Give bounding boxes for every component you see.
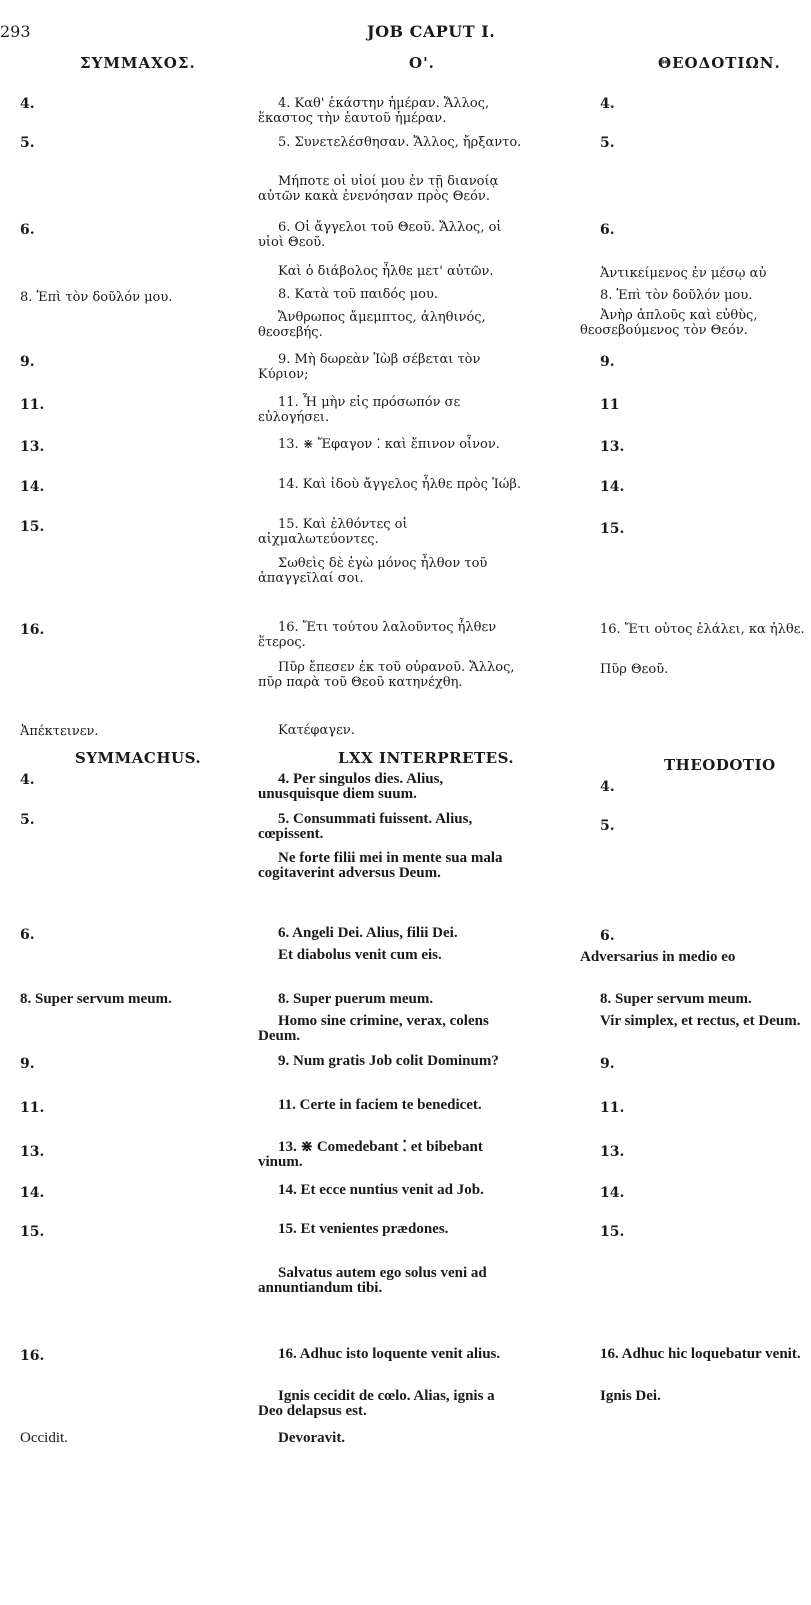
heading-theodotion-greek: ΘΕΟΔΟΤΙΩΝ. [658,54,781,72]
sym-gk-5: 5. [20,135,35,151]
heading-lxx-latin: LXX INTERPRETES. [338,749,515,767]
theo-lat-9: 9. [600,1056,615,1072]
lxx-lat-14: 14. Et ecce nuntius venit ad Job. [278,1182,484,1198]
heading-symmachus-greek: ΣΥΜΜΑΧΟΣ. [80,54,196,72]
theo-lat-4: 4. [600,779,615,795]
sym-gk-9: 9. [20,354,35,370]
theo-gk-15: 15. [600,521,625,537]
sym-gk-apekteinen: Ἀπέκτεινεν. [20,724,99,739]
lxx-lat-8b: Homo sine crimine, verax, colens Deum. [258,1013,489,1044]
theo-gk-16: 16. Ἔτι οὗτος ἐλάλει, κα ἦλθε. [600,622,805,637]
sym-gk-6: 6. [20,222,35,238]
sym-lat-9: 9. [20,1056,35,1072]
lxx-lat-13: 13. ⋇ Comedebant ⁚ et bibebant vinum. [258,1139,483,1170]
sym-lat-occidit: Occidit. [20,1430,68,1446]
lxx-gk-8: 8. Κατὰ τοῦ παιδός μου. [278,287,438,302]
sym-lat-14: 14. [20,1185,45,1201]
lxx-gk-11: 11. Ἦ μὴν εἰς πρόσωπόν σε εὐλογήσει. [258,395,461,425]
theo-lat-16b: Ignis Dei. [600,1388,661,1404]
theo-lat-14: 14. [600,1185,625,1201]
theo-gk-16b: Πῦρ Θεοῦ. [600,662,669,677]
lxx-gk-5: 5. Συνετελέσθησαν. Ἄλλος, ἤρξαντο. [278,135,522,150]
theo-lat-15: 15. [600,1224,625,1240]
theo-lat-16: 16. Adhuc hic loquebatur venit. [600,1347,801,1362]
lxx-lat-11: 11. Certe in faciem te benedicet. [278,1097,482,1113]
lxx-lat-4: 4. Per singulos dies. Alius, unusquisque diem suum. [258,771,444,802]
heading-theodotion-latin: THEODOTIO [664,756,776,774]
lxx-gk-15b: Σωθεὶς δὲ ἐγὼ μόνος ἦλθον τοῦ ἀπαγγεῖλαί σοι. [258,556,488,586]
lxx-gk-14: 14. Καὶ ἰδοὺ ἄγγελος ἦλθε πρὸς Ἰώβ. [278,477,522,492]
theo-lat-11: 11. [600,1100,625,1116]
lxx-gk-13: 13. ⋇ Ἔφαγον ⁚ καὶ ἔπινον οἶνον. [278,437,500,452]
theo-gk-14: 14. [600,479,625,495]
theo-gk-4: 4. [600,96,615,112]
heading-lxx-greek: Ο'. [409,54,435,72]
sym-lat-5: 5. [20,812,35,828]
sym-gk-4: 4. [20,96,35,112]
lxx-lat-16c: Devoravit. [278,1430,346,1446]
page-number: 293 [0,22,31,41]
lxx-lat-15b: Salvatus autem ego solus veni ad annuntiandum tibi. [258,1265,487,1296]
sym-lat-8: 8. Super servum meum. [20,991,172,1007]
lxx-lat-5: 5. Consummati fuissent. Alius, cœpissent. [258,811,473,842]
theo-gk-11: 11 [600,397,620,413]
lxx-lat-15: 15. Et venientes prædones. [278,1221,449,1237]
theo-gk-5: 5. [600,135,615,151]
lxx-lat-16b: Ignis cecidit de cœlo. Alias, ignis a Deo delapsus est. [258,1388,495,1419]
lxx-gk-16b: Πῦρ ἔπεσεν ἐκ τοῦ οὐρανοῦ. Ἄλλος, πῦρ παρὰ τοῦ Θεοῦ κατηνέχθη. [258,660,515,690]
theo-gk-6: 6. [600,222,615,238]
lxx-gk-8b: Ἄνθρωπος ἄμεμπτος, ἀληθινός, θεοσεβής. [258,310,486,340]
sym-gk-8: 8. Ἐπὶ τὸν δοῦλόν μου. [20,290,173,305]
sym-lat-13: 13. [20,1144,45,1160]
sym-lat-16: 16. [20,1348,45,1364]
theo-lat-8b: Vir simplex, et rectus, et Deum. [600,1014,801,1029]
lxx-lat-8: 8. Super puerum meum. [278,991,434,1007]
lxx-lat-6b: Et diabolus venit cum eis. [278,947,442,963]
theo-lat-6b: Adversarius in medio eo [580,949,736,965]
sym-gk-11: 11. [20,397,45,413]
heading-symmachus-latin: SYMMACHUS. [75,749,202,767]
sym-lat-11: 11. [20,1100,45,1116]
theo-gk-6b: Ἀντικείμενος ἐν μέσῳ αὐ [600,266,767,281]
lxx-lat-9: 9. Num gratis Job colit Dominum? [278,1053,499,1069]
lxx-gk-6b: Καὶ ὁ διάβολος ἦλθε μετ' αὐτῶν. [278,264,494,279]
lxx-lat-16: 16. Adhuc isto loquente venit alius. [278,1346,501,1362]
sym-gk-13: 13. [20,439,45,455]
theo-lat-6: 6. [600,928,615,944]
lxx-gk-6: 6. Οἱ ἄγγελοι τοῦ Θεοῦ. Ἄλλος, οἱ υἱοὶ Θεοῦ. [258,220,502,250]
theo-lat-13: 13. [600,1144,625,1160]
lxx-gk-15: 15. Καὶ ἐλθόντες οἱ αἰχμαλωτεύοντες. [258,517,408,547]
running-title: JOB CAPUT I. [367,22,496,41]
sym-lat-4: 4. [20,772,35,788]
sym-lat-6: 6. [20,927,35,943]
theo-lat-5: 5. [600,818,615,834]
lxx-lat-5b: Ne forte filii mei in mente sua mala cogitaverint adversus Deum. [258,850,503,881]
sym-gk-16: 16. [20,622,45,638]
sym-gk-15: 15. [20,519,45,535]
theo-gk-8: 8. Ἐπὶ τὸν δοῦλόν μου. [600,288,753,303]
lxx-gk-4: 4. Καθ' ἑκάστην ἡμέραν. Ἄλλος, ἕκαστος τὴν ἑαυτοῦ ἡμέραν. [258,96,490,126]
lxx-gk-16: 16. Ἔτι τούτου λαλοῦντος ἦλθεν ἕτερος. [258,620,497,650]
theo-lat-8: 8. Super servum meum. [600,991,752,1007]
theo-gk-8b: Ἀνὴρ ἁπλοῦς καὶ εὐθὺς, θεοσεβούμενος τὸν Θεόν. [580,308,758,338]
lxx-gk-16c: Κατέφαγεν. [278,723,355,738]
lxx-gk-5b: Μήποτε οἱ υἱοί μου ἐν τῇ διανοίᾳ αὐτῶν κακὰ ἐνενόησαν πρὸς Θεόν. [258,174,499,204]
lxx-gk-9: 9. Μὴ δωρεὰν Ἰὼβ σέβεται τὸν Κύριον; [258,352,481,382]
sym-gk-14: 14. [20,479,45,495]
theo-gk-9: 9. [600,354,615,370]
theo-gk-13: 13. [600,439,625,455]
sym-lat-15: 15. [20,1224,45,1240]
lxx-lat-6: 6. Angeli Dei. Alius, filii Dei. [278,925,458,941]
